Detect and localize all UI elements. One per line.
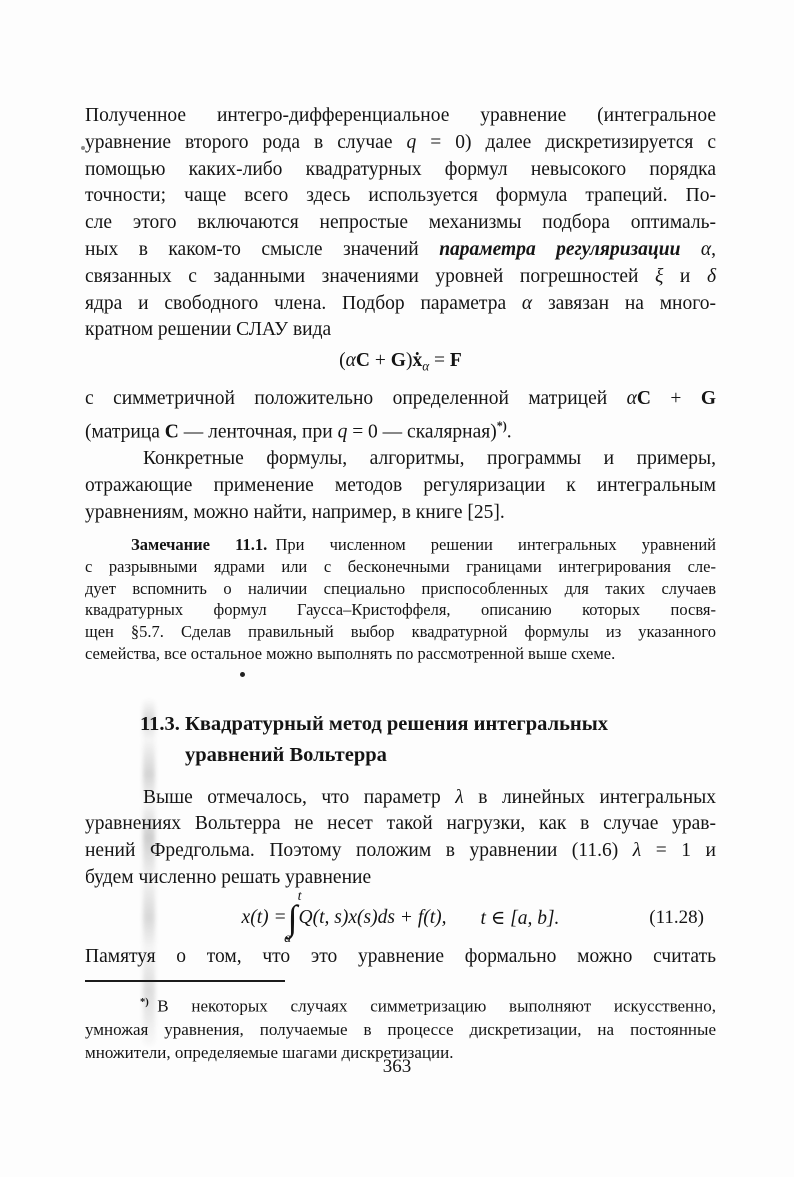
text-segment-mi: α — [345, 350, 356, 372]
text-segment: ( — [339, 350, 346, 372]
text-line — [85, 944, 716, 971]
text-segment: уравнение второго рода в случае — [85, 131, 407, 153]
text-line — [85, 785, 716, 812]
text-segment: + — [650, 387, 701, 409]
text-line — [85, 346, 716, 382]
text-segment: и — [663, 265, 707, 287]
text-line — [85, 599, 716, 621]
integral-glyph: ∫ — [287, 897, 298, 938]
text-line — [85, 386, 716, 413]
text-line — [85, 264, 716, 291]
text-segment-mi: α — [626, 387, 637, 409]
page-number: 363 — [382, 1056, 412, 1077]
footnote — [85, 991, 716, 1065]
text-segment-mi: λ — [455, 786, 464, 808]
text-segment-sup: *) — [496, 418, 507, 433]
text-segment: будем численно решать уравнение — [85, 866, 372, 888]
text-line — [85, 130, 716, 157]
text-segment-mb: G — [700, 387, 716, 409]
equation-domain: t ∈ [a, b]. — [480, 907, 560, 929]
text-line — [85, 578, 716, 600]
text-line — [85, 446, 716, 473]
paragraph-matrix — [85, 386, 716, 446]
text-segment: множители, определяемые шагами дискретизации. — [85, 1043, 454, 1063]
text-segment-mi: λ — [632, 840, 642, 862]
text-segment-mb: ẋ — [412, 350, 423, 372]
text-line — [85, 473, 716, 500]
text-segment: В некоторых случаях симметризацию выполняют искусственно, — [148, 996, 716, 1016]
text-segment-mi: α — [700, 238, 712, 260]
paragraph-volterra-intro — [85, 785, 716, 892]
text-segment: завязан на много- — [532, 292, 716, 314]
text-segment: с разрывными ядрами или с бесконечными границами интегрирования сле- — [85, 557, 716, 576]
text-segment: , — [711, 238, 717, 260]
text-segment: ных в каком-то смысле значений — [85, 238, 440, 260]
text-line — [85, 183, 716, 210]
text-segment: нений Фредгольма. Поэтому положим в уравнении (11.6) — [85, 840, 633, 862]
equation-11-28 — [85, 888, 716, 946]
text-line — [85, 643, 716, 665]
text-segment: = 0 — скалярная) — [347, 421, 497, 443]
text-segment: ) — [405, 350, 413, 372]
paragraph-discretization — [85, 103, 716, 344]
text-segment-bi: параметра регуляризации — [439, 238, 681, 260]
text-line — [85, 865, 716, 892]
text-segment: с симметричной положительно определенной матрицей — [85, 387, 627, 409]
text-line — [85, 1018, 716, 1042]
text-segment-mi: q — [406, 131, 417, 153]
integral-lower-limit: a — [284, 930, 292, 946]
text-segment-mb: F — [449, 350, 462, 372]
text-segment: Полученное интегро-дифференциальное уравнение (интегральное — [85, 105, 716, 126]
text-line — [85, 811, 716, 838]
text-segment: кратном решении СЛАУ вида — [85, 319, 332, 341]
paragraph-references — [85, 446, 716, 526]
text-segment-mi: q — [337, 421, 348, 443]
text-segment: дует вспомнить о наличии специально приспособленных для таких случаев — [85, 578, 716, 598]
integral-sign — [284, 888, 302, 946]
text-segment: точности; чаще всего здесь используется формула трапеций. По- — [85, 185, 716, 207]
text-segment: (матрица — [85, 421, 165, 443]
equation-number: (11.28) — [649, 906, 704, 928]
section-heading-11-3 — [85, 709, 716, 771]
text-segment: уравнениях Вольтерра не несет такой нагрузки, как в случае урав- — [85, 813, 716, 835]
text-segment: умножая уравнения, получаемые в процессе дискретизации, на постоянные — [85, 1019, 716, 1039]
text-segment: отражающие применение методов регуляризации к интегральным — [85, 474, 716, 496]
text-segment: При численном решении интегральных уравнений — [267, 535, 717, 555]
text-segment: ядра и свободного члена. Подбор параметра — [85, 292, 522, 314]
section-heading-line1: 11.3. Квадратурный метод решения интегральных — [140, 712, 608, 735]
text-segment-mi: δ — [706, 265, 717, 287]
text-line — [85, 103, 716, 130]
text-segment-sup: *) — [140, 996, 149, 1008]
text-segment-mb: C — [355, 350, 371, 372]
text-segment: связанных с заданными значениями уровней погрешностей — [85, 265, 655, 287]
text-segment: в линейных интегральных — [463, 786, 716, 808]
text-segment: Конкретные формулы, алгоритмы, программы и примеры, — [143, 447, 716, 469]
text-segment: = 0) далее дискретизируется с — [416, 131, 716, 153]
text-segment-mb: G — [390, 350, 406, 372]
text-segment: Выше отмечалось, что параметр — [143, 786, 456, 808]
text-line — [85, 621, 716, 643]
text-line — [85, 500, 716, 527]
text-segment: семейства, все остальное можно выполнять по рассмотренной выше схеме. — [85, 643, 616, 663]
paragraph-continuation — [85, 944, 716, 971]
text-segment-mb: C — [636, 387, 651, 409]
text-segment-mb: C — [164, 421, 179, 443]
integral-upper-limit: t — [297, 888, 302, 904]
text-segment: помощью каких-либо квадратурных формул невысокого порядка — [85, 158, 716, 180]
text-line — [85, 413, 716, 446]
text-segment: = — [429, 350, 450, 372]
text-segment: — ленточная, при — [178, 421, 338, 443]
text-segment-mi: ξ — [655, 265, 664, 287]
text-line — [85, 317, 716, 344]
text-line — [85, 838, 716, 865]
text-segment: сле этого включаются непростые механизмы подбора оптималь- — [85, 212, 716, 234]
text-segment: . — [506, 421, 512, 443]
text-segment-mi: α — [422, 358, 430, 374]
text-segment: Памятуя о том, что это уравнение формально можно считать — [85, 945, 716, 967]
text-line — [85, 991, 716, 1018]
text-segment: щен §5.7. Сделав правильный выбор квадратурной формулы из указанного — [85, 622, 716, 642]
text-segment: квадратурных формул Гаусса–Кристоффеля, описанию которых посвя- — [85, 600, 716, 620]
text-segment: уравнениям, можно найти, например, в книге [25]. — [85, 501, 505, 523]
text-segment-b: Замечание 11.1. — [131, 535, 268, 555]
text-segment: = 1 и — [641, 840, 716, 862]
section-heading-line2: уравнений Вольтерра — [185, 743, 387, 766]
equation-slau — [85, 346, 716, 382]
text-segment-mi: α — [521, 292, 533, 314]
equation-integrand: Q(t, s)x(s)ds + f(t), — [298, 906, 447, 928]
text-segment: + — [370, 350, 391, 372]
text-line — [85, 210, 716, 237]
text-line — [85, 534, 716, 556]
text-column — [85, 103, 716, 1065]
text-segment — [680, 239, 700, 260]
text-line — [85, 291, 716, 318]
text-line — [85, 157, 716, 184]
text-line — [85, 556, 716, 578]
remark-11-1 — [85, 534, 716, 664]
footnote-rule — [85, 980, 285, 982]
equation-lhs: x(t) = — [241, 906, 287, 928]
text-line — [85, 237, 716, 264]
